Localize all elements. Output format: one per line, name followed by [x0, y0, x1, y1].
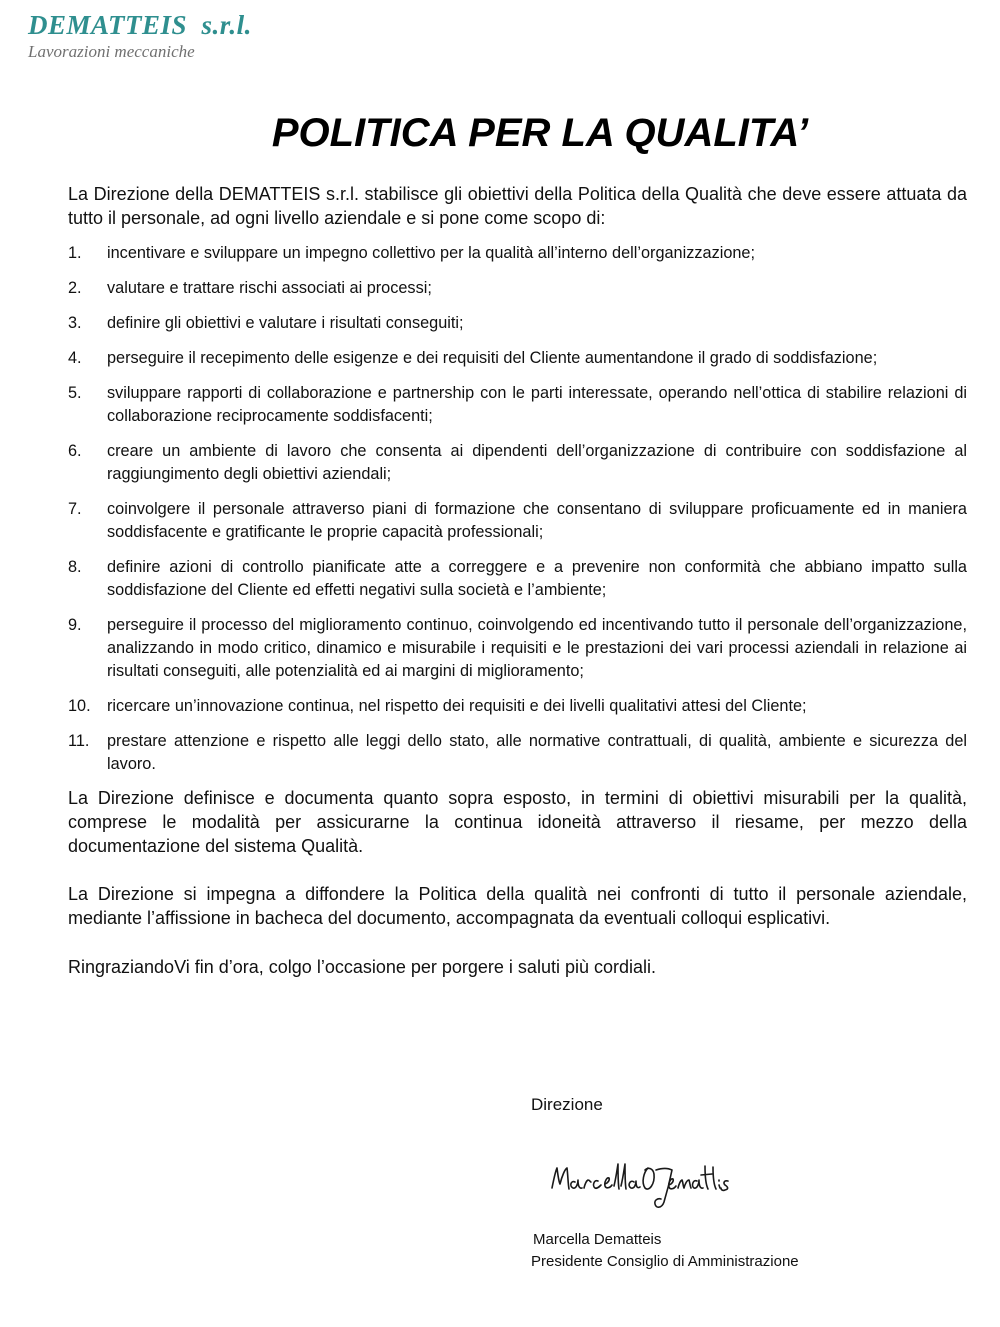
list-item-number: 2. [68, 279, 82, 297]
signer-block [531, 1229, 799, 1273]
list-item [68, 556, 967, 602]
document-body [68, 182, 967, 979]
list-item [68, 498, 967, 544]
list-item [68, 242, 967, 265]
signature-label: Direzione [531, 1095, 603, 1114]
list-item-number: 7. [68, 500, 82, 518]
closing-paragraph-diffusion: La Direzione si impegna a diffondere la Politica della qualità nei confronti di tutto il personale aziendale, mediante l’affissione in bacheca del documento, accompagnata da eventuali colloqui esplicativi. [68, 884, 967, 928]
list-item [68, 382, 967, 428]
company-name: DEMATTEIS s.r.l. [28, 10, 252, 40]
list-item-text: perseguire il recepimento delle esigenze e dei requisiti del Cliente aumentandone il grado di soddisfazione; [107, 349, 878, 367]
intro-paragraph: La Direzione della DEMATTEIS s.r.l. stabilisce gli obiettivi della Politica della Qualità che deve essere attuata da tutto il personale, ad ogni livello aziendale e si pone come scopo di: [68, 184, 967, 228]
company-subtitle: Lavorazioni meccaniche [28, 42, 195, 61]
policy-list [68, 242, 967, 776]
list-item-number: 6. [68, 442, 82, 460]
list-item-number: 10. [68, 697, 91, 715]
list-item-text: creare un ambiente di lavoro che consenta ai dipendenti dell’organizzazione di contribuire con soddisfazione al raggiungimento degli obiettivi aziendali; [107, 442, 967, 483]
document-title: POLITICA PER LA QUALITA’ [271, 111, 809, 155]
list-item-text: definire gli obiettivi e valutare i risultati conseguiti; [107, 314, 464, 332]
list-item-text: prestare attenzione e rispetto alle leggi dello stato, alle normative contrattuali, di qualità, ambiente e sicurezza del lavoro. [107, 732, 967, 773]
list-item-number: 3. [68, 314, 82, 332]
list-item-number: 1. [68, 244, 82, 262]
list-item-text: ricercare un’innovazione continua, nel rispetto dei requisiti e dei livelli qualitativi attesi del Cliente; [107, 697, 807, 715]
handwritten-signature [548, 1158, 733, 1214]
list-item [68, 695, 967, 718]
list-item [68, 730, 967, 776]
list-item-text: incentivare e sviluppare un impegno collettivo per la qualità all’interno dell’organizzazione; [107, 244, 756, 262]
closing-paragraph-definition: La Direzione definisce e documenta quanto sopra esposto, in termini di obiettivi misurabili per la qualità, comprese le modalità per assicurarne la continua idoneità attraverso il riesame, per mezzo della documentazione del sistema Qualità. [68, 788, 967, 856]
list-item-number: 11. [68, 732, 90, 750]
list-item [68, 347, 967, 370]
signer-name: Marcella Dematteis [533, 1231, 662, 1248]
list-item-number: 8. [68, 558, 82, 576]
list-item [68, 277, 967, 300]
list-item-text: sviluppare rapporti di collaborazione e partnership con le parti interessate, operando nell’ottica di stabilire relazioni di collaborazione reciprocamente soddisfacenti; [107, 384, 967, 425]
list-item-text: definire azioni di controllo pianificate atte a correggere e a prevenire non conformità che abbiano impatto sulla soddisfazione del Cliente ed effetti negativi sulla società e l’ambiente; [107, 558, 967, 599]
list-item-number: 4. [68, 349, 82, 367]
list-item-number: 9. [68, 616, 82, 634]
closing-greeting: RingraziandoVi fin d’ora, colgo l’occasione per porgere i saluti più cordiali. [68, 957, 656, 977]
signer-role: Presidente Consiglio di Amministrazione [531, 1253, 799, 1270]
list-item-text: perseguire il processo del miglioramento continuo, coinvolgendo ed incentivando tutto il personale dell’organizzazione, analizzando in modo critico, dinamico e misurabile i requisiti e le prestazioni dei vari processi aziendali in relazione ai risultati conseguiti, alle potenzialità ed ai margini di miglioramento; [107, 616, 967, 680]
list-item-text: valutare e trattare rischi associati ai processi; [107, 279, 432, 297]
list-item [68, 312, 967, 335]
list-item [68, 614, 967, 683]
list-item-number: 5. [68, 384, 82, 402]
list-item [68, 440, 967, 486]
list-item-text: coinvolgere il personale attraverso piani di formazione che consentano di sviluppare proficuamente ed in maniera soddisfacente e gratificante le proprie capacità professionali; [107, 500, 967, 541]
letterhead [28, 8, 252, 62]
